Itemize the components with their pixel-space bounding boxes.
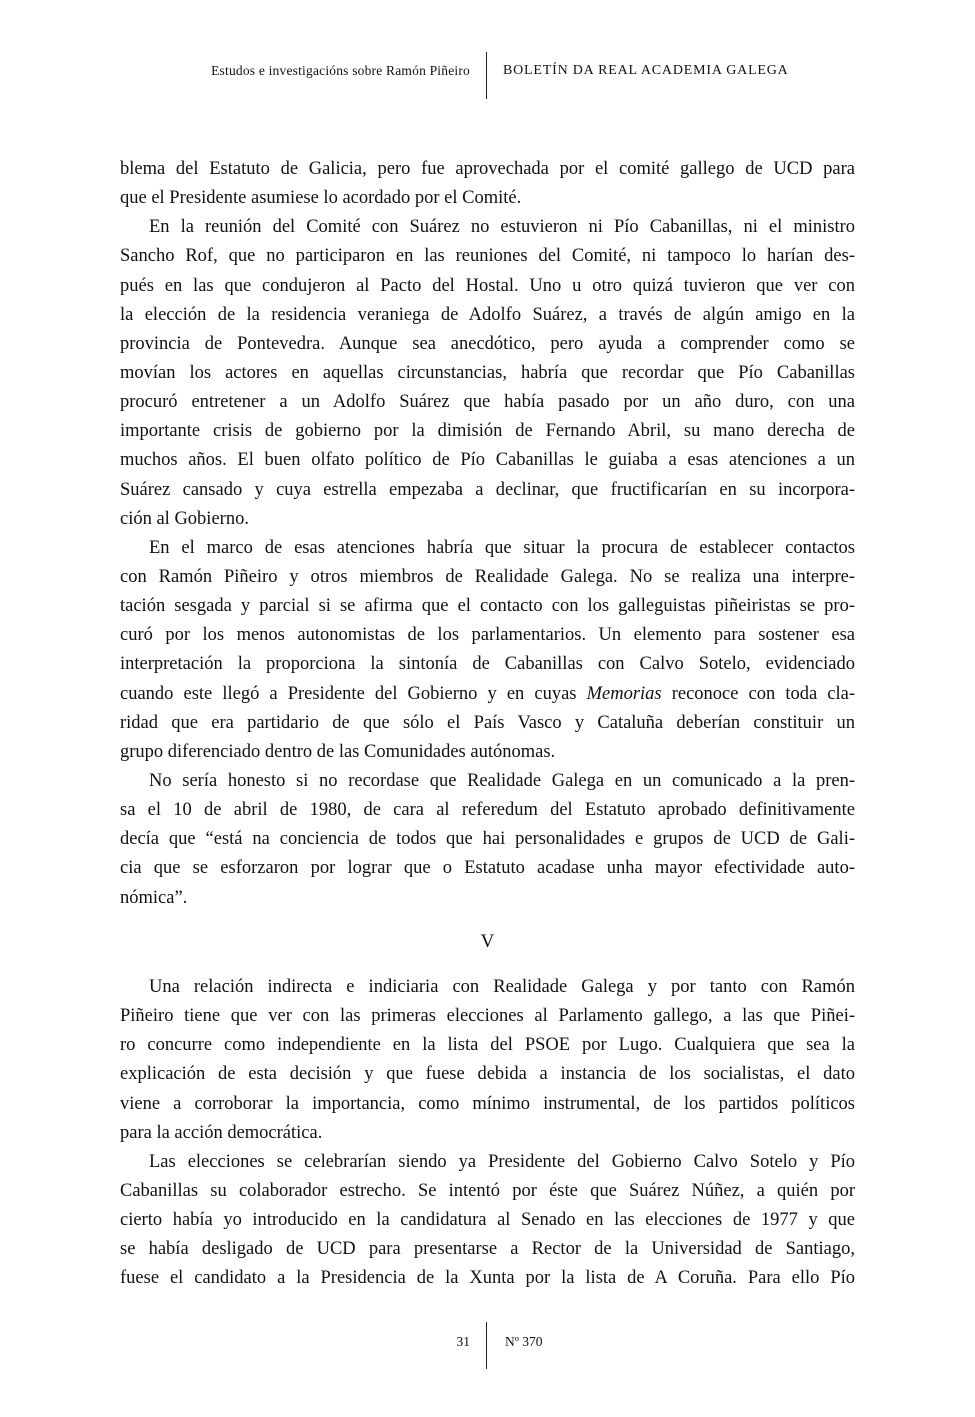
running-header-right: BOLETÍN DA REAL ACADEMIA GALEGA bbox=[503, 63, 789, 78]
text-line: En la reunión del Comité con Suárez no estuvieron ni Pío Cabanillas, ni el ministro bbox=[149, 217, 855, 238]
text-line: ro concurre como independiente en la lista del PSOE por Lugo. Cualquiera que sea la bbox=[120, 1035, 855, 1056]
paragraph bbox=[120, 213, 855, 534]
text-line: grupo diferenciado dentro de las Comunidades autónomas. bbox=[120, 741, 556, 762]
text-line: se había desligado de UCD para presentarse a Rector de la Universidad de Santiago, bbox=[120, 1239, 855, 1260]
body-text-block-1 bbox=[120, 155, 855, 913]
text-line: muchos años. El buen olfato político de Pío Cabanillas le guiaba a esas atenciones a un bbox=[120, 450, 855, 471]
text-run: cuando este llegó a Presidente del Gobierno y en cuyas bbox=[120, 683, 587, 704]
paragraph bbox=[120, 1148, 855, 1294]
running-header-left: Estudos e investigacións sobre Ramón Piñeiro bbox=[211, 63, 470, 78]
paragraph bbox=[120, 155, 855, 213]
text-line: que el Presidente asumiese lo acordado por el Comité. bbox=[120, 188, 522, 209]
text-line: pués en las que condujeron al Pacto del Hostal. Uno u otro quizá tuvieron que ver con bbox=[120, 275, 855, 296]
text-line: movían los actores en aquellas circunstancias, habría que recordar que Pío Cabanillas bbox=[120, 362, 855, 383]
text-line: Cabanillas su colaborador estrecho. Se intentó por éste que Suárez Núñez, a quién por bbox=[120, 1180, 855, 1201]
text-line: Una relación indirecta e indiciaria con Realidade Galega y por tanto con Ramón bbox=[149, 977, 855, 997]
paragraph bbox=[120, 973, 855, 1148]
paragraph bbox=[120, 767, 855, 913]
text-line: nómica”. bbox=[120, 887, 188, 908]
italic-title: Memorias bbox=[586, 683, 662, 704]
text-line: En el marco de esas atenciones habría que situar la procura de establecer contactos bbox=[149, 537, 855, 558]
text-line: para la acción democrática. bbox=[120, 1122, 323, 1143]
header-divider bbox=[486, 52, 487, 99]
text-line: Piñeiro tiene que ver con las primeras elecciones al Parlamento gallego, a las que Piñei- bbox=[120, 1006, 855, 1027]
text-line: explicación de esta decisión y que fuese debida a instancia de los socialistas, el dato bbox=[120, 1064, 855, 1085]
text-line: con Ramón Piñeiro y otros miembros de Realidade Galega. No se realiza una interpre- bbox=[120, 566, 855, 587]
text-line: sa el 10 de abril de 1980, de cara al referedum del Estatuto aprobado definitivamente bbox=[120, 800, 855, 821]
text-line: importante crisis de gobierno por la dimisión de Fernando Abril, su mano derecha de bbox=[120, 421, 855, 442]
text-line: Suárez cansado y cuya estrella empezaba a declinar, que fructificarían en su incorpora- bbox=[120, 479, 855, 500]
paragraph bbox=[120, 534, 855, 767]
text-line: fuese el candidato a la Presidencia de la Xunta por la lista de A Coruña. Para ello Pío bbox=[120, 1268, 855, 1289]
text-line bbox=[120, 680, 855, 709]
text-line: blema del Estatuto de Galicia, pero fue aprovechada por el comité gallego de UCD para bbox=[120, 159, 855, 179]
text-line: interpretación la proporciona la sintonía de Cabanillas con Calvo Sotelo, evidenciado bbox=[120, 654, 855, 675]
text-line: No sería honesto si no recordase que Realidade Galega en un comunicado a la pren- bbox=[149, 770, 855, 791]
text-line: decía que “está na conciencia de todos que hai personalidades e grupos de UCD de Gali- bbox=[120, 829, 855, 850]
text-line: cia que se esforzaron por lograr que o Estatuto acadase unha mayor efectividade auto- bbox=[120, 858, 855, 879]
issue-number: Nº 370 bbox=[505, 1334, 543, 1349]
page-number: 31 bbox=[456, 1334, 470, 1349]
text-line: viene a corroborar la importancia, como mínimo instrumental, de los partidos políticos bbox=[120, 1093, 855, 1114]
text-line: provincia de Pontevedra. Aunque sea anecdótico, pero ayuda a comprender como se bbox=[120, 333, 855, 354]
text-line: tación sesgada y parcial si se afirma que el contacto con los galleguistas piñeiristas se pro- bbox=[120, 596, 855, 617]
text-line: la elección de la residencia veraniega de Adolfo Suárez, a través de algún amigo en la bbox=[120, 304, 855, 325]
text-line: cierto había yo introducido en la candidatura al Senado en las elecciones de 1977 y que bbox=[120, 1210, 855, 1231]
body-text-block-2 bbox=[120, 973, 855, 1294]
text-line: procuró entretener a un Adolfo Suárez que había pasado por un año duro, con una bbox=[120, 392, 855, 413]
footer-divider bbox=[486, 1322, 487, 1369]
text-line: curó por los menos autonomistas de los parlamentarios. Un elemento para sostener esa bbox=[120, 625, 855, 646]
section-heading: V bbox=[480, 931, 495, 952]
text-line: Las elecciones se celebrarían siendo ya Presidente del Gobierno Calvo Sotelo y Pío bbox=[149, 1151, 855, 1172]
text-line: ción al Gobierno. bbox=[120, 508, 249, 529]
text-line: Sancho Rof, que no participaron en las reuniones del Comité, ni tampoco lo harían des- bbox=[120, 246, 855, 267]
text-line: ridad que era partidario de que sólo el País Vasco y Cataluña deberían constituir un bbox=[120, 712, 855, 733]
text-run: reconoce con toda cla- bbox=[661, 683, 855, 704]
